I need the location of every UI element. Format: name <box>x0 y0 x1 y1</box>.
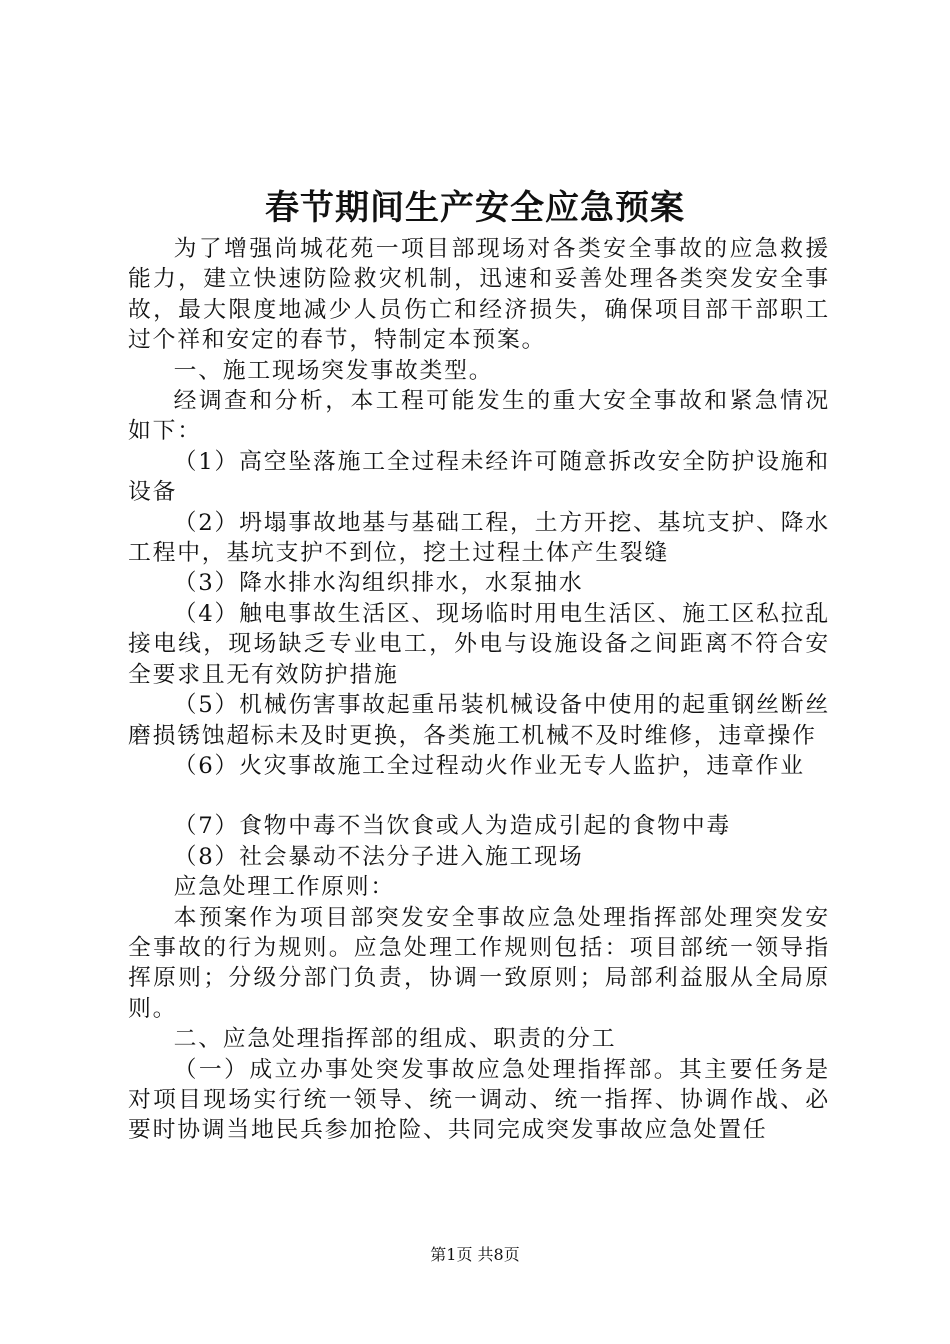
paragraph-section-1-heading: 一、施工现场突发事故类型。 <box>173 357 494 384</box>
page-number: 第1页 共8页 <box>430 1245 520 1264</box>
paragraph-item-6: （6）火灾事故施工全过程动火作业无专人监护，违章作业 <box>173 752 805 779</box>
paragraph-section-2-heading: 二、应急处理指挥部的组成、职责的分工 <box>173 1026 617 1053</box>
paragraph-item-1: （1）高空坠落施工全过程未经许可随意拆改安全防护设施和设备 <box>128 448 830 506</box>
document-title: 春节期间生产安全应急预案 <box>265 188 685 228</box>
paragraph-item-2: （2）坍塌事故地基与基础工程，土方开挖、基坑支护、降水工程中，基坑支护不到位，挖土过程土体产生裂缝 <box>128 509 830 567</box>
paragraph-item-7: （7）食物中毒不当饮食或人为造成引起的食物中毒 <box>173 813 732 840</box>
paragraph-survey: 经调查和分析，本工程可能发生的重大安全事故和紧急情况如下： <box>128 388 830 445</box>
document-body <box>128 234 830 1146</box>
paragraph-item-5: （5）机械伤害事故起重吊装机械设备中使用的起重钢丝断丝磨损锈蚀超标未及时更换，各类施工机械不及时维修，违章操作 <box>128 692 830 749</box>
paragraph-command-center: （一）成立办事处突发事故应急处理指挥部。其主要任务是对项目现场实行统一领导、统一调动、统一指挥、协调作战、必要时协调当地民兵参加抢险、共同完成突发事故应急处置任 <box>128 1056 830 1144</box>
paragraph-item-3: （3）降水排水沟组织排水，水泵抽水 <box>173 570 584 597</box>
paragraph-item-8: （8）社会暴动不法分子进入施工现场 <box>173 843 584 870</box>
paragraph-principles-heading: 应急处理工作原则： <box>173 874 395 901</box>
paragraph-principles: 本预案作为项目部突发安全事故应急处理指挥部处理突发安全事故的行为规则。应急处理工作规则包括：项目部统一领导指挥原则；分级分部门负责，协调一致原则；局部利益服从全局原则。 <box>128 904 830 1022</box>
paragraph-item-4: （4）触电事故生活区、现场临时用电生活区、施工区私拉乱接电线，现场缺乏专业电工，外电与设施设备之间距离不符合安全要求且无有效防护措施 <box>128 600 830 688</box>
paragraph-intro: 为了增强尚城花苑一项目部现场对各类安全事故的应急救援能力，建立快速防险救灾机制，迅速和妥善处理各类突发安全事故，最大限度地减少人员伤亡和经济损失，确保项目部干部职工过个祥和安定的春节，特制定本预案。 <box>128 236 830 354</box>
